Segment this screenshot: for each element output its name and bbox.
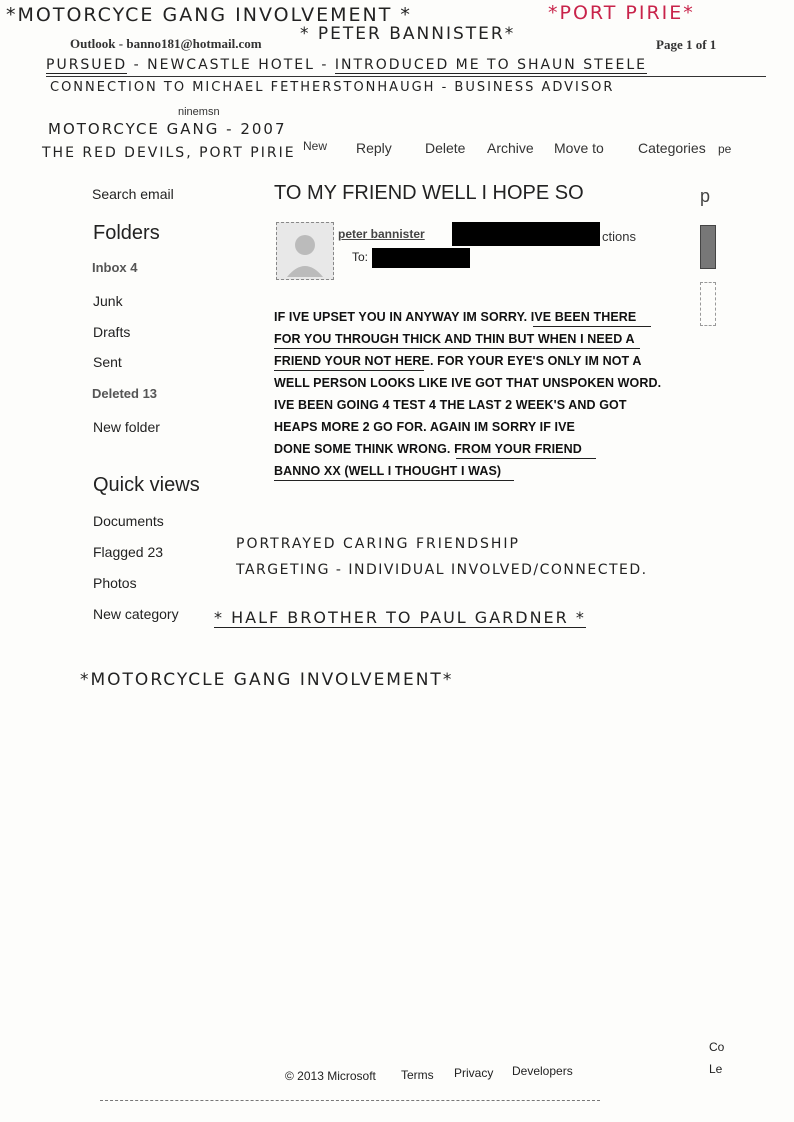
underline-mark: [274, 480, 514, 481]
folders-heading: Folders: [93, 222, 160, 244]
sidebar-item-deleted[interactable]: Deleted 13: [92, 386, 158, 401]
footer-right-fragment-1[interactable]: Co: [709, 1040, 725, 1054]
sender-name[interactable]: peter bannister: [338, 227, 425, 241]
annotation-gang-involvement-top: *MOTORCYCE GANG INVOLVEMENT *: [6, 4, 412, 26]
annotation-port-pirie: *PORT PIRIE*: [548, 2, 695, 24]
annotation-portrayed: PORTRAYED CARING FRIENDSHIP: [236, 536, 520, 552]
page-label: Page 1 of 1: [656, 37, 717, 52]
message-line-3: FRIEND YOUR NOT HERE. FOR YOUR EYE'S ONLY IM NOT A: [274, 354, 642, 368]
annotation-targeting: TARGETING - INDIVIDUAL INVOLVED/CONNECTED.: [236, 562, 648, 578]
sidebar-item-flagged[interactable]: Flagged 23: [93, 544, 164, 560]
annotation-pursued-line: [46, 57, 647, 73]
sidebar-item-drafts[interactable]: Drafts: [93, 324, 131, 340]
message-line-8: BANNO XX (WELL I THOUGHT I WAS): [274, 464, 502, 478]
new-folder-link[interactable]: New folder: [93, 419, 160, 435]
sidebar-item-junk[interactable]: Junk: [93, 293, 123, 309]
avatar: [276, 222, 334, 280]
message-line-5: IVE BEEN GOING 4 TEST 4 THE LAST 2 WEEK'S AND GOT: [274, 398, 627, 412]
annotation-connection: CONNECTION TO MICHAEL FETHERSTONHAUGH - BUSINESS ADVISOR: [50, 80, 615, 95]
delete-button[interactable]: Delete: [425, 140, 466, 156]
archive-button[interactable]: Archive: [487, 140, 534, 156]
reply-button[interactable]: Reply: [356, 140, 392, 156]
move-to-button[interactable]: Move to: [554, 140, 604, 156]
annotation-gang-involvement-bottom: *MOTORCYCLE GANG INVOLVEMENT*: [80, 670, 454, 690]
sidebar-item-documents[interactable]: Documents: [93, 513, 164, 529]
categories-button[interactable]: Categories: [638, 140, 706, 156]
message-line-7: DONE SOME THINK WRONG. FROM YOUR FRIEND: [274, 442, 582, 456]
actions-fragment[interactable]: ctions: [602, 229, 636, 244]
new-button[interactable]: New: [303, 139, 328, 153]
divider-line: [46, 76, 766, 77]
annotation-introduced: INTRODUCED ME TO SHAUN STEELE: [334, 57, 648, 73]
annotation-peter-bannister: * PETER BANNISTER*: [300, 24, 516, 44]
redaction-sender-email: [452, 222, 600, 246]
underline-mark: [274, 370, 424, 371]
annotation-half-brother: [214, 608, 586, 627]
brand-label: ninemsn: [178, 106, 220, 118]
annotation-half-brother-text: * HALF BROTHER TO PAUL GARDNER *: [214, 608, 586, 627]
privacy-link[interactable]: Privacy: [454, 1066, 494, 1080]
redaction-recipient: [372, 248, 470, 268]
sidebar-item-inbox[interactable]: Inbox 4: [92, 260, 138, 275]
sidebar-item-sent[interactable]: Sent: [93, 354, 122, 370]
footer-divider: [100, 1100, 600, 1101]
underline-mark: [274, 348, 640, 349]
message-line-2: FOR YOU THROUGH THICK AND THIN BUT WHEN I NEED A: [274, 332, 635, 346]
copyright: © 2013 Microsoft: [285, 1069, 376, 1083]
sidebar-item-photos[interactable]: Photos: [93, 575, 137, 591]
annotation-pursued: PURSUED: [46, 57, 128, 73]
underline-mark: [456, 458, 596, 459]
person-icon: [277, 223, 333, 279]
developers-link[interactable]: Developers: [512, 1064, 573, 1078]
message-line-4: WELL PERSON LOOKS LIKE IVE GOT THAT UNSPOKEN WORD.: [274, 376, 662, 390]
message-line-6: HEAPS MORE 2 GO FOR. AGAIN IM SORRY IF IVE: [274, 420, 575, 434]
annotation-gang-2007: MOTORCYCE GANG - 2007: [48, 120, 287, 138]
to-label: To:: [352, 250, 369, 264]
search-email-input[interactable]: Search email: [92, 186, 174, 202]
terms-link[interactable]: Terms: [401, 1068, 434, 1082]
scrollbar-thumb[interactable]: [700, 225, 716, 269]
toolbar-more[interactable]: pe: [718, 142, 732, 156]
email-address-header: Outlook - banno181@hotmail.com: [70, 36, 262, 51]
message-line-1: IF IVE UPSET YOU IN ANYWAY IM SORRY. IVE BEEN THERE: [274, 310, 637, 324]
message-subject: TO MY FRIEND WELL I HOPE SO: [274, 182, 584, 204]
new-category-link[interactable]: New category: [93, 606, 179, 622]
footer-right-fragment-2[interactable]: Le: [709, 1062, 723, 1076]
annotation-red-devils: THE RED DEVILS, PORT PIRIE: [42, 145, 296, 161]
quick-views-heading: Quick views: [93, 474, 200, 496]
subject-trailing: p: [700, 186, 711, 206]
underline-mark: [533, 326, 651, 327]
annotation-pursued-rest: - NEWCASTLE HOTEL -: [127, 57, 335, 73]
scrollbar-track[interactable]: [700, 282, 716, 326]
